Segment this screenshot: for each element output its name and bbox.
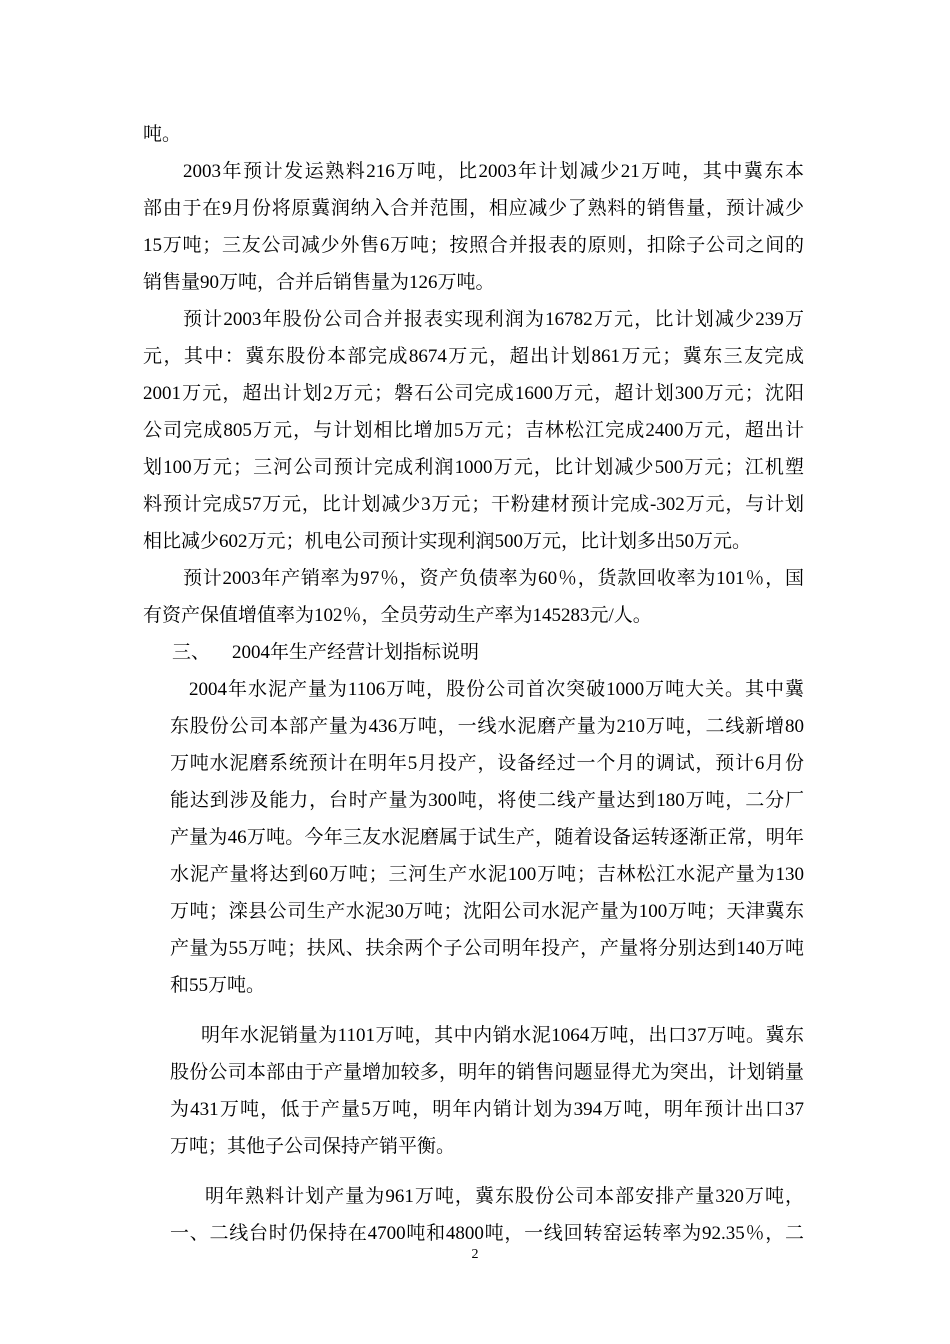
text-line: 料预计完成57万元，比计划减少3万元；干粉建材预计完成-302万元，与计划 <box>143 494 804 515</box>
text-line: 预计2003年产销率为97％，资产负债率为60％，货款回收率为101％，国 <box>183 568 804 589</box>
text-line: 为431万吨，低于产量5万吨，明年内销计划为394万吨，明年预计出口37 <box>170 1099 804 1120</box>
text-line: 相比减少602万元；机电公司预计实现利润500万元，比计划多出50万元。 <box>143 531 752 552</box>
text-line: 预计2003年股份公司合并报表实现利润为16782万元，比计划减少239万 <box>183 309 804 330</box>
text-line: 产量为46万吨。今年三友水泥磨属于试生产，随着设备运转逐渐正常，明年 <box>170 827 804 848</box>
text-line: 有资产保值增值率为102％，全员劳动生产率为145283元/人。 <box>143 605 652 626</box>
text-line: 产量为55万吨；扶风、扶余两个子公司明年投产，产量将分别达到140万吨 <box>170 938 804 959</box>
text-line: 公司完成805万元，与计划相比增加5万元；吉林松江完成2400万元，超出计 <box>143 420 804 441</box>
text-line: 和55万吨。 <box>170 975 266 996</box>
page-number: 2 <box>471 1247 479 1262</box>
text-line: 2003年预计发运熟料216万吨，比2003年计划减少21万吨，其中冀东本 <box>183 161 804 182</box>
text-line: 万吨；滦县公司生产水泥30万吨；沈阳公司水泥产量为100万吨；天津冀东 <box>170 901 804 922</box>
text-line: 15万吨；三友公司减少外售6万吨；按照合并报表的原则，扣除子公司之间的 <box>143 235 804 256</box>
text-line: 部由于在9月份将原冀润纳入合并范围，相应减少了熟料的销售量，预计减少 <box>143 198 804 219</box>
text-line: 明年水泥销量为1101万吨，其中内销水泥1064万吨，出口37万吨。冀东 <box>201 1025 804 1046</box>
text-line: 一、二线台时仍保持在4700吨和4800吨，一线回转窑运转率为92.35％，二 <box>170 1223 804 1244</box>
section-number: 三、 <box>172 642 211 663</box>
text-line: 销售量90万吨，合并后销售量为126万吨。 <box>143 272 495 293</box>
text-line: 股份公司本部由于产量增加较多，明年的销售问题显得尤为突出，计划销量 <box>170 1062 804 1083</box>
text-line: 万吨水泥磨系统预计在明年5月投产，设备经过一个月的调试，预计6月份 <box>170 753 804 774</box>
text-line: 水泥产量将达到60万吨；三河生产水泥100万吨；吉林松江水泥产量为130 <box>170 864 804 885</box>
text-line: 万吨；其他子公司保持产销平衡。 <box>170 1136 456 1157</box>
text-line: 东股份公司本部产量为436万吨，一线水泥磨产量为210万吨，二线新增80 <box>170 716 804 737</box>
section-heading: 2004年生产经营计划指标说明 <box>232 642 480 663</box>
text-line: 划100万元；三河公司预计完成利润1000万元，比计划减少500万元；江机塑 <box>143 457 804 478</box>
text-line: 能达到涉及能力，台时产量为300吨，将使二线产量达到180万吨，二分厂 <box>170 790 804 811</box>
text-line: 吨。 <box>143 124 182 145</box>
text-line: 2004年水泥产量为1106万吨，股份公司首次突破1000万吨大关。其中冀 <box>189 679 804 700</box>
text-line: 元，其中：冀东股份本部完成8674万元，超出计划861万元；冀东三友完成 <box>143 346 804 367</box>
text-line: 明年熟料计划产量为961万吨，冀东股份公司本部安排产量320万吨， <box>205 1186 804 1207</box>
text-line: 2001万元，超出计划2万元；磐石公司完成1600万元，超计划300万元；沈阳 <box>143 383 804 404</box>
